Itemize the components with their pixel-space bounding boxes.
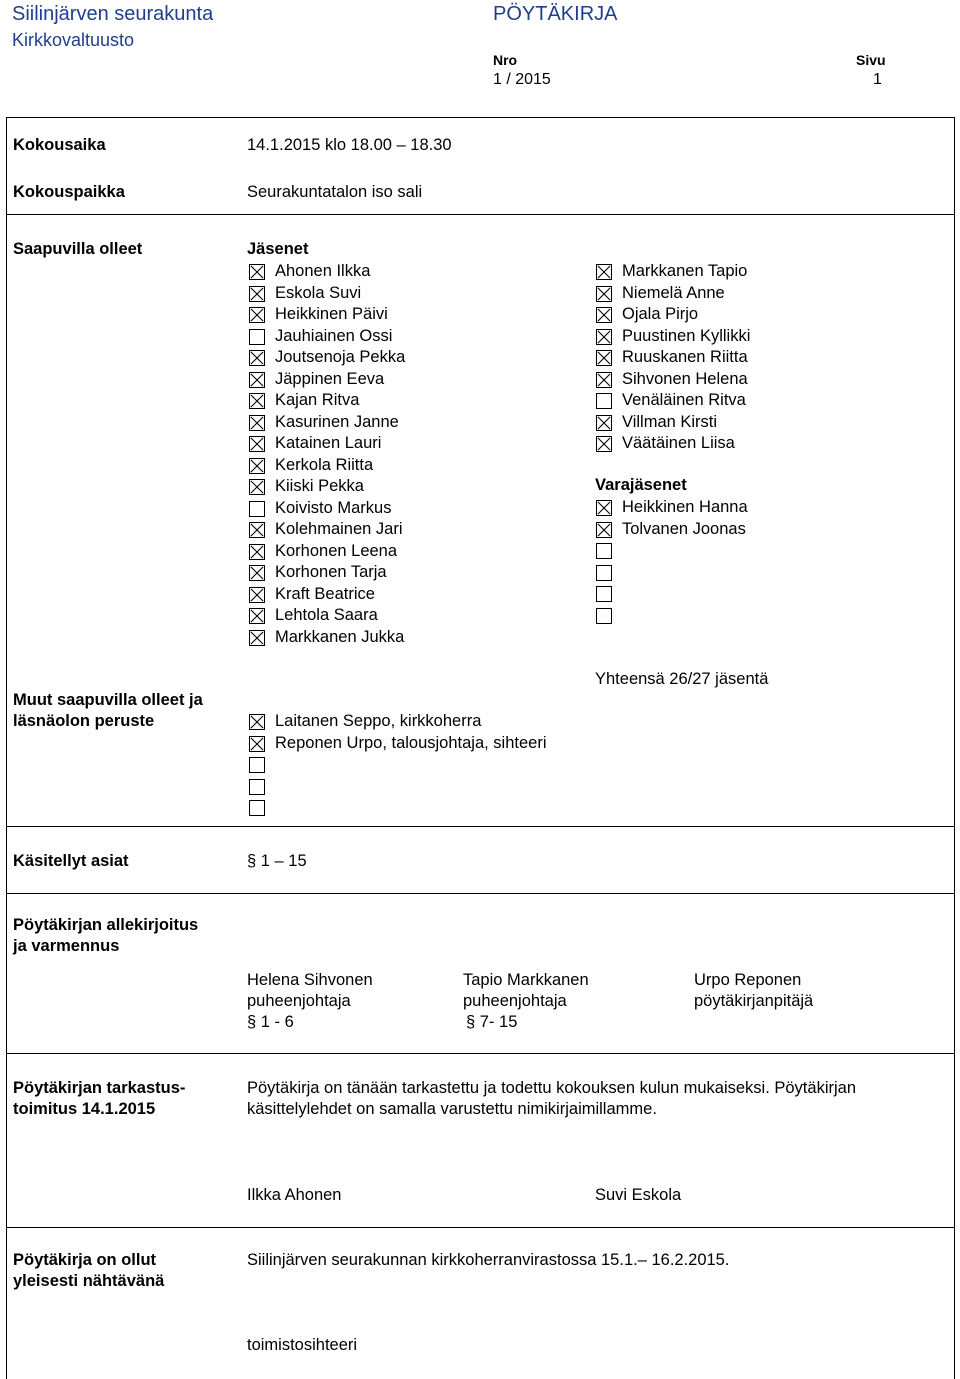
public-signer-role: toimistosihteeri xyxy=(247,1336,358,1354)
signer-2-name: Tapio Markkanen xyxy=(463,971,589,989)
checkbox-checked[interactable] xyxy=(249,393,265,409)
checkbox-checked[interactable] xyxy=(249,307,265,323)
separator-after-meeting xyxy=(6,214,955,215)
checkbox-checked[interactable] xyxy=(249,479,265,495)
cross-mark-icon xyxy=(250,737,264,751)
member-name: Eskola Suvi xyxy=(275,283,362,302)
attendance-label: Saapuvilla olleet xyxy=(13,240,143,258)
cross-mark-icon xyxy=(597,330,611,344)
cross-mark-icon xyxy=(250,265,264,279)
public-label-line-1: Pöytäkirja on ollut xyxy=(13,1251,157,1269)
review-text-line-2: käsittelylehdet on samalla varustettu nimikirjaimillamme. xyxy=(247,1100,657,1118)
items-handled-value: § 1 – 15 xyxy=(247,852,307,870)
cross-mark-icon xyxy=(250,566,264,580)
cross-mark-icon xyxy=(597,437,611,451)
member-name: Venäläinen Ritva xyxy=(622,391,746,409)
checkbox-checked[interactable] xyxy=(596,286,612,302)
cross-mark-icon xyxy=(597,373,611,387)
checkbox-unchecked[interactable] xyxy=(596,393,612,409)
reviewer-1-name: Ilkka Ahonen xyxy=(247,1186,342,1204)
checkbox-checked[interactable] xyxy=(249,736,265,752)
other-attendee-name: Reponen Urpo, talousjohtaja, sihteeri xyxy=(275,733,547,752)
member-name: Väätäinen Liisa xyxy=(622,434,735,452)
signer-1-role: puheenjohtaja xyxy=(247,992,351,1010)
member-name: Kraft Beatrice xyxy=(275,584,375,603)
checkbox-checked[interactable] xyxy=(249,415,265,431)
separator-after-signatures xyxy=(6,1053,955,1054)
deputies-heading: Varajäsenet xyxy=(595,476,687,494)
checkbox-checked[interactable] xyxy=(249,436,265,452)
member-name: Ruuskanen Riitta xyxy=(622,348,748,366)
checkbox-checked[interactable] xyxy=(249,714,265,730)
cross-mark-icon xyxy=(250,715,264,729)
cross-mark-icon xyxy=(250,287,264,301)
review-label-line-2: toimitus 14.1.2015 xyxy=(13,1100,156,1118)
checkbox-unchecked[interactable] xyxy=(249,779,265,795)
cross-mark-icon xyxy=(250,308,264,322)
cross-mark-icon xyxy=(250,480,264,494)
member-name: Koivisto Markus xyxy=(275,498,392,517)
checkbox-unchecked[interactable] xyxy=(596,543,612,559)
cross-mark-icon xyxy=(597,287,611,301)
checkbox-checked[interactable] xyxy=(249,264,265,280)
member-name: Sihvonen Helena xyxy=(622,369,748,388)
checkbox-unchecked[interactable] xyxy=(249,800,265,816)
document-title: PÖYTÄKIRJA xyxy=(493,3,618,25)
member-name: Heikkinen Päivi xyxy=(275,305,388,323)
checkbox-unchecked[interactable] xyxy=(596,586,612,602)
cross-mark-icon xyxy=(597,416,611,430)
member-name: Kerkola Riitta xyxy=(275,455,374,474)
deputy-name: Tolvanen Joonas xyxy=(622,519,746,538)
checkbox-checked[interactable] xyxy=(596,436,612,452)
checkbox-checked[interactable] xyxy=(596,415,612,431)
cross-mark-icon xyxy=(597,501,611,515)
checkbox-checked[interactable] xyxy=(249,522,265,538)
checkbox-checked[interactable] xyxy=(249,458,265,474)
member-name: Jäppinen Eeva xyxy=(275,369,385,388)
signatures-label-line-1: Pöytäkirjan allekirjoitus xyxy=(13,916,199,934)
signer-1-sections: § 1 - 6 xyxy=(247,1013,294,1031)
organization-name: Siilinjärven seurakunta xyxy=(12,3,214,25)
cross-mark-icon xyxy=(250,459,264,473)
checkbox-checked[interactable] xyxy=(596,350,612,366)
meeting-place-value: Seurakuntatalon iso sali xyxy=(247,183,423,201)
others-label-line-2: läsnäolon peruste xyxy=(13,712,155,730)
separator-after-review xyxy=(6,1227,955,1228)
checkbox-checked[interactable] xyxy=(249,630,265,646)
department-name: Kirkkovaltuusto xyxy=(12,30,135,50)
members-heading: Jäsenet xyxy=(247,240,309,258)
nro-value: 1 / 2015 xyxy=(493,71,551,88)
signer-3-name: Urpo Reponen xyxy=(694,971,802,989)
items-handled-label: Käsitellyt asiat xyxy=(13,852,129,870)
cross-mark-icon xyxy=(250,631,264,645)
checkbox-checked[interactable] xyxy=(596,329,612,345)
meeting-time-label: Kokousaika xyxy=(13,136,106,154)
checkbox-checked[interactable] xyxy=(596,264,612,280)
review-text-line-1: Pöytäkirja on tänään tarkastettu ja todettu kokouksen kulun mukaiseksi. Pöytäkirjan xyxy=(247,1079,857,1097)
separator-after-items xyxy=(6,893,955,894)
signatures-label-line-2: ja varmennus xyxy=(13,937,120,955)
cross-mark-icon xyxy=(597,351,611,365)
signer-2-sections: § 7- 15 xyxy=(466,1013,518,1031)
checkbox-checked[interactable] xyxy=(596,372,612,388)
cross-mark-icon xyxy=(250,351,264,365)
cross-mark-icon xyxy=(597,523,611,537)
member-name: Jauhiainen Ossi xyxy=(275,326,393,345)
cross-mark-icon xyxy=(250,545,264,559)
checkbox-checked[interactable] xyxy=(249,372,265,388)
checkbox-checked[interactable] xyxy=(249,544,265,560)
cross-mark-icon xyxy=(597,265,611,279)
checkbox-checked[interactable] xyxy=(249,587,265,603)
attendance-total: Yhteensä 26/27 jäsentä xyxy=(595,670,769,688)
member-name: Korhonen Leena xyxy=(275,541,398,560)
checkbox-checked[interactable] xyxy=(596,522,612,538)
reviewer-2-name: Suvi Eskola xyxy=(595,1186,682,1204)
deputy-name: Heikkinen Hanna xyxy=(622,498,748,516)
checkbox-checked[interactable] xyxy=(249,608,265,624)
others-label-line-1: Muut saapuvilla olleet ja xyxy=(13,691,203,709)
cross-mark-icon xyxy=(250,523,264,537)
member-name: Puustinen Kyllikki xyxy=(622,326,751,345)
member-name: Ojala Pirjo xyxy=(622,305,699,323)
cross-mark-icon xyxy=(597,308,611,322)
cross-mark-icon xyxy=(250,394,264,408)
checkbox-checked[interactable] xyxy=(249,350,265,366)
meeting-place-label: Kokouspaikka xyxy=(13,183,125,201)
sivu-value: 1 xyxy=(873,71,882,88)
other-attendee-name: Laitanen Seppo, kirkkoherra xyxy=(275,712,482,730)
member-name: Villman Kirsti xyxy=(622,412,718,431)
member-name: Kajan Ritva xyxy=(275,391,360,409)
checkbox-unchecked[interactable] xyxy=(249,501,265,517)
checkbox-checked[interactable] xyxy=(249,565,265,581)
member-name: Joutsenoja Pekka xyxy=(275,348,406,366)
checkbox-unchecked[interactable] xyxy=(596,608,612,624)
checkbox-unchecked[interactable] xyxy=(596,565,612,581)
member-name: Markkanen Jukka xyxy=(275,627,405,646)
review-label-line-1: Pöytäkirjan tarkastus- xyxy=(13,1079,186,1097)
member-name: Kasurinen Janne xyxy=(275,412,399,431)
checkbox-checked[interactable] xyxy=(249,286,265,302)
cross-mark-icon xyxy=(250,416,264,430)
cross-mark-icon xyxy=(250,588,264,602)
checkbox-checked[interactable] xyxy=(596,307,612,323)
member-name: Niemelä Anne xyxy=(622,283,725,302)
member-name: Ahonen Ilkka xyxy=(275,262,371,280)
cross-mark-icon xyxy=(250,437,264,451)
cross-mark-icon xyxy=(250,609,264,623)
public-text: Siilinjärven seurakunnan kirkkoherranvirastossa 15.1.– 16.2.2015. xyxy=(247,1251,730,1269)
member-name: Katainen Lauri xyxy=(275,434,382,452)
separator-after-attendance xyxy=(6,826,955,827)
checkbox-unchecked[interactable] xyxy=(249,757,265,773)
signer-2-role: puheenjohtaja xyxy=(463,992,567,1010)
signer-1-name: Helena Sihvonen xyxy=(247,971,373,989)
public-label-line-2: yleisesti nähtävänä xyxy=(13,1272,165,1290)
checkbox-unchecked[interactable] xyxy=(249,329,265,345)
meeting-time-value: 14.1.2015 klo 18.00 – 18.30 xyxy=(247,136,452,154)
nro-label: Nro xyxy=(493,52,518,68)
signer-3-role: pöytäkirjanpitäjä xyxy=(694,992,814,1010)
member-name: Markkanen Tapio xyxy=(622,262,748,280)
sivu-label: Sivu xyxy=(856,52,886,68)
checkbox-checked[interactable] xyxy=(596,500,612,516)
member-name: Korhonen Tarja xyxy=(275,563,387,581)
member-name: Lehtola Saara xyxy=(275,606,378,624)
cross-mark-icon xyxy=(250,373,264,387)
member-name: Kiiski Pekka xyxy=(275,477,364,495)
member-name: Kolehmainen Jari xyxy=(275,520,403,538)
